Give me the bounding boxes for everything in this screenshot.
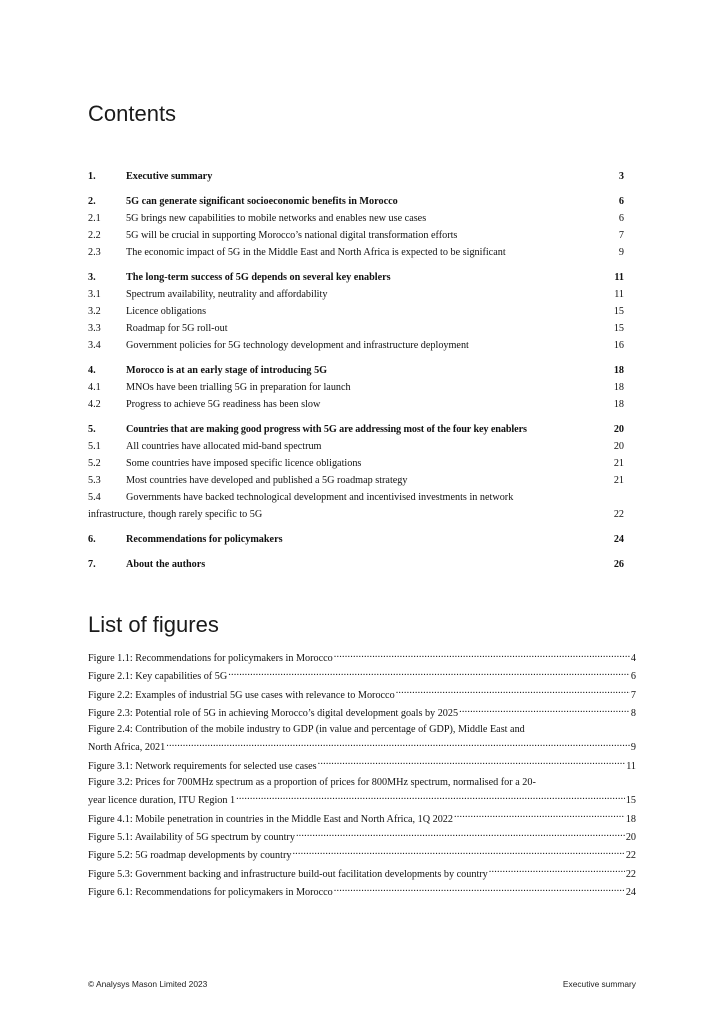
- toc-entry-page: 18: [613, 399, 624, 410]
- toc-entry-number: 5.: [88, 424, 96, 435]
- toc-entry-title: Roadmap for 5G roll-out: [126, 323, 228, 334]
- figure-entry-page: 22: [625, 868, 636, 880]
- dot-leader: [291, 846, 624, 858]
- figure-entry-page: 24: [625, 886, 636, 898]
- toc-entry-number: 4.1: [88, 382, 101, 393]
- toc-entry-number: 1.: [88, 171, 96, 182]
- toc-entry-number: 4.2: [88, 399, 101, 410]
- toc-entry-number: 7.: [88, 559, 96, 570]
- toc-subentry[interactable]: [88, 455, 624, 472]
- toc-entry-title: Progress to achieve 5G readiness has been slow: [126, 399, 321, 410]
- dot-leader: [453, 810, 625, 822]
- toc-entry-page: 24: [613, 534, 624, 545]
- toc-section-3: [88, 269, 624, 354]
- figure-entry-page: 20: [625, 831, 636, 843]
- toc-subentry[interactable]: [88, 210, 624, 227]
- dot-leader: [165, 738, 630, 750]
- toc-entry-number: 3.: [88, 272, 96, 283]
- toc-entry-number: 5.3: [88, 475, 101, 486]
- figure-entry[interactable]: [88, 704, 636, 722]
- toc-entry-page: 26: [613, 559, 624, 570]
- toc-entry-title: Government policies for 5G technology development and infrastructure deployment: [126, 340, 469, 351]
- toc-subentry[interactable]: [88, 303, 624, 320]
- toc-entry-title: Most countries have developed and published a 5G roadmap strategy: [126, 475, 408, 486]
- toc-entry-page: 16: [613, 340, 624, 351]
- toc-entry-page: 9: [618, 247, 624, 258]
- toc-entry-title: Recommendations for policymakers: [126, 534, 283, 545]
- toc-entry-title: Licence obligations: [126, 306, 207, 317]
- toc-entry-title: 5G brings new capabilities to mobile networks and enables new use cases: [126, 213, 427, 224]
- toc-section-4: [88, 362, 624, 413]
- toc-entry-title: Some countries have imposed specific licence obligations: [126, 458, 362, 469]
- figure-entry-page: 7: [630, 689, 636, 701]
- figure-entry-title: Figure 1.1: Recommendations for policymakers in Morocco: [88, 653, 333, 664]
- toc-section-6: [88, 531, 624, 548]
- toc-entry-title-line2: infrastructure, though rarely specific to 5G: [88, 509, 263, 520]
- toc-entry-page: 21: [613, 475, 624, 486]
- toc-entry-number: 3.4: [88, 340, 101, 351]
- figure-entry[interactable]: [88, 846, 636, 864]
- toc-entry-number: 3.1: [88, 289, 101, 300]
- toc-entry-title: Executive summary: [126, 171, 213, 182]
- toc-section-2: [88, 193, 624, 261]
- figure-entry-title: Figure 5.2: 5G roadmap developments by country: [88, 850, 292, 862]
- dot-leader: [333, 883, 625, 895]
- toc-entry-title: Spectrum availability, neutrality and affordability: [126, 289, 328, 300]
- toc-entry-title: MNOs have been trialling 5G in preparation for launch: [126, 382, 351, 393]
- toc-subentry[interactable]: [88, 337, 624, 354]
- toc-entry-number: 2.3: [88, 247, 101, 258]
- toc-entry-number: 5.2: [88, 458, 101, 469]
- toc-subentry[interactable]: [88, 286, 624, 303]
- toc-subentry[interactable]: [88, 227, 624, 244]
- figure-entry-title: Figure 2.2: Examples of industrial 5G use cases with relevance to Morocco: [88, 689, 395, 701]
- figure-entry-title-line1: Figure 2.4: Contribution of the mobile industry to GDP (in value and percentage of GDP), Middle East and: [88, 724, 525, 736]
- toc-entry-page: 6: [618, 213, 624, 224]
- toc-entry-title: Countries that are making good progress with 5G are addressing most of the four key enablers: [126, 424, 527, 435]
- dot-leader: [395, 686, 630, 698]
- dot-leader: [227, 667, 630, 679]
- list-of-figures-heading: List of figures: [88, 612, 219, 637]
- toc-entry-number: 5.1: [88, 441, 101, 452]
- figure-entry-title: year licence duration, ITU Region 1: [88, 795, 236, 807]
- toc-entry-number: 3.2: [88, 306, 101, 317]
- figure-entry-page: 11: [626, 760, 636, 772]
- figure-entry-title: Figure 5.1: Availability of 5G spectrum by country: [88, 831, 295, 843]
- figure-entry-title: Figure 3.1: Network requirements for selected use cases: [88, 760, 317, 772]
- figure-entry-page: 18: [625, 813, 636, 825]
- toc-subentry[interactable]: [88, 379, 624, 396]
- toc-subentry[interactable]: [88, 244, 624, 261]
- toc-entry-title: The economic impact of 5G in the Middle East and North Africa is expected to be significant: [126, 247, 506, 258]
- toc-subentry[interactable]: [88, 320, 624, 337]
- toc-entry-page: 11: [614, 272, 624, 283]
- toc-entry[interactable]: [88, 556, 624, 573]
- toc-entry-number: 2.1: [88, 213, 101, 224]
- figure-entry-title-line1: Figure 3.2: Prices for 700MHz spectrum as a proportion of prices for 800MHz spectrum, normalised for a 20-: [88, 777, 536, 789]
- toc-section-1: [88, 168, 624, 185]
- toc-entry[interactable]: [88, 531, 624, 548]
- toc-entry-page: 18: [613, 365, 624, 376]
- toc-entry[interactable]: [88, 421, 624, 438]
- dot-leader: [488, 865, 625, 877]
- toc-entry-number: 2.2: [88, 230, 101, 241]
- dot-leader: [333, 649, 630, 661]
- list-of-figures: [88, 649, 636, 901]
- footer-section-name: Executive summary: [562, 979, 636, 989]
- toc-subentry[interactable]: [88, 396, 624, 413]
- toc-entry-number: 6.: [88, 534, 96, 545]
- toc-entry-page: 18: [613, 382, 624, 393]
- toc-entry-page: 11: [614, 289, 624, 300]
- figure-entry[interactable]: [88, 686, 636, 704]
- toc-entry-page: 22: [613, 509, 624, 520]
- toc-subentry[interactable]: [88, 438, 624, 455]
- toc-entry-page: 21: [613, 458, 624, 469]
- figure-entry[interactable]: [88, 757, 636, 775]
- figure-entry-title: Figure 2.3: Potential role of 5G in achieving Morocco’s digital development goals by 2025: [88, 707, 459, 719]
- dot-leader: [295, 828, 625, 840]
- dot-leader: [235, 791, 625, 803]
- figure-entry-title: Figure 5.3: Government backing and infrastructure build-out facilitation developments by country: [88, 868, 488, 880]
- toc-entry-page: 15: [613, 323, 624, 334]
- figure-entry-page: 4: [630, 653, 636, 664]
- toc-entry[interactable]: [88, 193, 624, 210]
- figure-entry-title: Figure 6.1: Recommendations for policymakers in Morocco: [88, 886, 333, 898]
- figure-entry-page: 22: [625, 850, 636, 862]
- figure-entry[interactable]: [88, 883, 636, 901]
- dot-leader: [458, 704, 630, 716]
- toc-entry-number: 5.4: [88, 492, 101, 503]
- toc-section-5: [88, 421, 624, 523]
- toc-entry-title: The long-term success of 5G depends on several key enablers: [126, 272, 391, 283]
- toc-entry[interactable]: [88, 362, 624, 379]
- dot-leader: [317, 757, 626, 769]
- figure-entry[interactable]: [88, 667, 636, 685]
- figure-entry-title: Figure 2.1: Key capabilities of 5G: [88, 671, 228, 683]
- figure-entry-title: North Africa, 2021: [88, 742, 166, 754]
- toc-entry-page: 20: [613, 424, 624, 435]
- figure-entry[interactable]: [88, 828, 636, 846]
- toc-entry-page: 3: [618, 171, 624, 182]
- toc-entry-page: 7: [618, 230, 624, 241]
- figure-entry[interactable]: [88, 865, 636, 883]
- figure-entry-page: 9: [630, 742, 636, 754]
- toc-entry-title: 5G can generate significant socioeconomic benefits in Morocco: [126, 196, 398, 207]
- toc-entry-page: 20: [613, 441, 624, 452]
- footer-copyright: © Analysys Mason Limited 2023: [88, 979, 208, 989]
- contents-heading: Contents: [88, 101, 177, 126]
- toc-subentry[interactable]: [88, 489, 624, 523]
- toc-entry[interactable]: [88, 269, 624, 286]
- toc-entry-title: All countries have allocated mid-band spectrum: [126, 441, 322, 452]
- table-of-contents: [88, 168, 624, 581]
- toc-subentry[interactable]: [88, 472, 624, 489]
- toc-entry-title: 5G will be crucial in supporting Morocco’s national digital transformation efforts: [126, 230, 458, 241]
- figure-entry[interactable]: [88, 775, 636, 810]
- toc-entry-title: Morocco is at an early stage of introducing 5G: [126, 365, 328, 376]
- toc-entry-number: 2.: [88, 196, 96, 207]
- toc-entry-page: 15: [613, 306, 624, 317]
- figure-entry[interactable]: [88, 810, 636, 828]
- figure-entry[interactable]: [88, 722, 636, 757]
- toc-entry-title-line1: Governments have backed technological development and incentivised investments in network: [126, 492, 514, 503]
- toc-entry-number: 3.3: [88, 323, 101, 334]
- toc-entry-page: 6: [618, 196, 624, 207]
- figure-entry-title: Figure 4.1: Mobile penetration in countries in the Middle East and North Africa, 1Q 2022: [88, 813, 453, 825]
- figure-entry-page: 8: [630, 707, 636, 719]
- toc-entry[interactable]: [88, 168, 624, 185]
- toc-section-7: [88, 556, 624, 573]
- toc-entry-title: About the authors: [126, 559, 206, 570]
- figure-entry[interactable]: [88, 649, 636, 667]
- toc-entry-number: 4.: [88, 365, 96, 376]
- figure-entry-page: 15: [625, 795, 636, 807]
- figure-entry-page: 6: [630, 671, 636, 683]
